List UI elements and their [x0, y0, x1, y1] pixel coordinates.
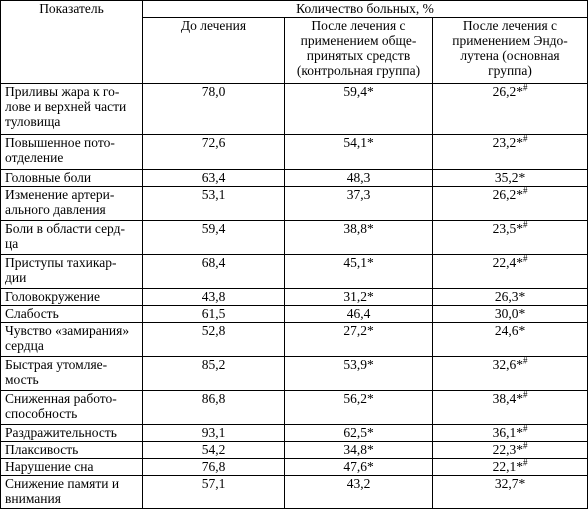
- cell-indicator: Приливы жара к го- лове и верхней части туловища: [1, 84, 143, 135]
- cell-control-group: 53,9*: [285, 357, 433, 391]
- cell-control-group: 47,6*: [285, 459, 433, 476]
- cell-before-treatment: 76,8: [143, 459, 285, 476]
- cell-main-group: 23,5*#: [433, 221, 588, 255]
- cell-indicator: Быстрая утомляе- мость: [1, 357, 143, 391]
- cell-main-group: 32,6*#: [433, 357, 588, 391]
- cell-control-group: 46,4: [285, 306, 433, 323]
- header-indicator: Показатель: [1, 1, 143, 84]
- cell-before-treatment: 72,6: [143, 135, 285, 170]
- significance-mark: #: [522, 423, 528, 434]
- cell-before-treatment: 52,8: [143, 323, 285, 357]
- cell-control-group: 45,1*: [285, 255, 433, 289]
- cell-main-group: 24,6*: [433, 323, 588, 357]
- significance-mark: #: [522, 457, 528, 468]
- table-row: [1, 187, 588, 221]
- significance-mark: #: [522, 219, 528, 230]
- cell-control-group: 43,2: [285, 476, 433, 509]
- significance-mark: #: [522, 389, 528, 400]
- cell-before-treatment: 68,4: [143, 255, 285, 289]
- cell-before-treatment: 78,0: [143, 84, 285, 135]
- significance-mark: #: [522, 355, 528, 366]
- cell-before-treatment: 86,8: [143, 391, 285, 425]
- header-patient-count: Количество больных, %: [143, 1, 588, 18]
- cell-indicator: Сниженная работо- способность: [1, 391, 143, 425]
- cell-control-group: 54,1*: [285, 135, 433, 170]
- cell-main-group: 26,2*#: [433, 187, 588, 221]
- cell-before-treatment: 63,4: [143, 170, 285, 187]
- cell-main-group: 35,2*: [433, 170, 588, 187]
- cell-indicator: Нарушение сна: [1, 459, 143, 476]
- table-row: [1, 442, 588, 459]
- cell-control-group: 37,3: [285, 187, 433, 221]
- cell-main-group: 26,3*: [433, 289, 588, 306]
- cell-main-group: 38,4*#: [433, 391, 588, 425]
- cell-control-group: 56,2*: [285, 391, 433, 425]
- cell-indicator: Боли в области серд- ца: [1, 221, 143, 255]
- table-row: [1, 323, 588, 357]
- cell-indicator: Повышенное пото- отделение: [1, 135, 143, 170]
- table-row: [1, 289, 588, 306]
- significance-mark: #: [522, 253, 528, 264]
- cell-before-treatment: 53,1: [143, 187, 285, 221]
- cell-main-group: 36,1*#: [433, 425, 588, 442]
- significance-mark: #: [522, 185, 528, 196]
- cell-indicator: Снижение памяти и внимания: [1, 476, 143, 509]
- cell-before-treatment: 85,2: [143, 357, 285, 391]
- cell-main-group: 30,0*: [433, 306, 588, 323]
- cell-main-group: 32,7*: [433, 476, 588, 509]
- cell-indicator: Плаксивость: [1, 442, 143, 459]
- significance-mark: #: [522, 440, 528, 451]
- table-row: [1, 221, 588, 255]
- cell-before-treatment: 61,5: [143, 306, 285, 323]
- cell-indicator: Раздражительность: [1, 425, 143, 442]
- table-row: [1, 170, 588, 187]
- cell-before-treatment: 43,8: [143, 289, 285, 306]
- cell-control-group: 48,3: [285, 170, 433, 187]
- table-row: [1, 135, 588, 170]
- cell-main-group: 26,2*#: [433, 84, 588, 135]
- cell-indicator: Слабость: [1, 306, 143, 323]
- table-row: [1, 84, 588, 135]
- cell-indicator: Чувство «замирания» сердца: [1, 323, 143, 357]
- table-row: [1, 306, 588, 323]
- cell-main-group: 23,2*#: [433, 135, 588, 170]
- cell-before-treatment: 93,1: [143, 425, 285, 442]
- table-row: [1, 459, 588, 476]
- cell-main-group: 22,4*#: [433, 255, 588, 289]
- significance-mark: #: [522, 133, 528, 144]
- table-row: [1, 391, 588, 425]
- cell-control-group: 59,4*: [285, 84, 433, 135]
- cell-control-group: 62,5*: [285, 425, 433, 442]
- table-body: [1, 84, 588, 509]
- cell-indicator: Изменение артери- ального давления: [1, 187, 143, 221]
- cell-control-group: 34,8*: [285, 442, 433, 459]
- cell-indicator: Головные боли: [1, 170, 143, 187]
- cell-before-treatment: 57,1: [143, 476, 285, 509]
- cell-main-group: 22,1*#: [433, 459, 588, 476]
- header-control-group: После лечения с применением обще- принятых средств (контрольная группа): [285, 18, 433, 84]
- significance-mark: #: [522, 82, 528, 93]
- table-row: [1, 357, 588, 391]
- cell-control-group: 27,2*: [285, 323, 433, 357]
- table-header: [1, 1, 588, 84]
- table-row: [1, 476, 588, 509]
- cell-before-treatment: 54,2: [143, 442, 285, 459]
- cell-control-group: 38,8*: [285, 221, 433, 255]
- cell-control-group: 31,2*: [285, 289, 433, 306]
- cell-main-group: 22,3*#: [433, 442, 588, 459]
- table-row: [1, 425, 588, 442]
- header-main-group: После лечения с применением Эндо- лутена (основная группа): [433, 18, 588, 84]
- header-before-treatment: До лечения: [143, 18, 285, 84]
- table-row: [1, 255, 588, 289]
- cell-indicator: Головокружение: [1, 289, 143, 306]
- cell-indicator: Приступы тахикар- дии: [1, 255, 143, 289]
- cell-before-treatment: 59,4: [143, 221, 285, 255]
